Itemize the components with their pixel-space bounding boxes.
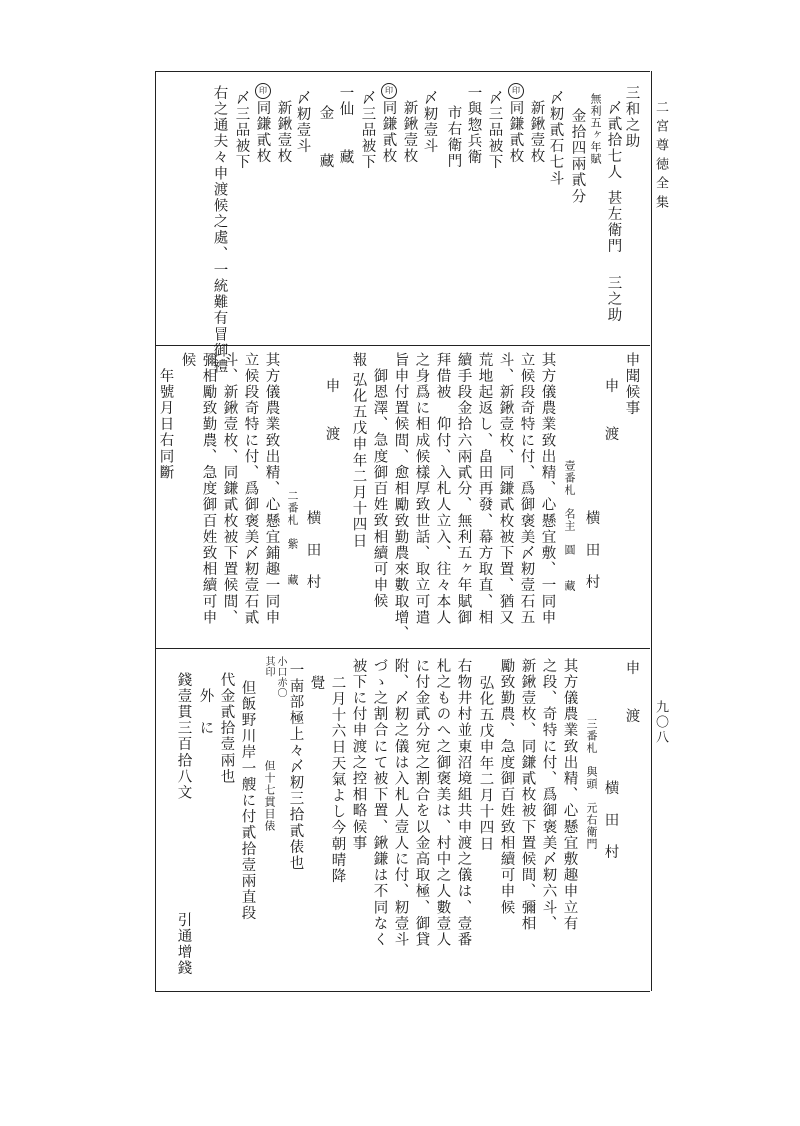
middle-col-17: 其方儀農業致出精、心懸宜鋪趣一同申	[263, 352, 280, 626]
lower-col-18: 但十七貫目俵	[263, 760, 276, 832]
lower-col-2b: 三番札 與頭 元右衛門	[585, 718, 598, 850]
lower-col-2a: 横 田 村	[602, 780, 619, 861]
upper-col-16: 金 藏	[317, 105, 334, 170]
lower-col-21: 外 に	[197, 688, 214, 737]
middle-col-9: 拜借被 仰付、入札人立入、往々本人	[434, 352, 451, 626]
middle-col-18: 立候段奇特に付、爲御褒美〆籾壹石貳	[242, 352, 259, 626]
middle-col-20: 彌相勵致勤農、急度御百姓致相續可申	[200, 352, 217, 626]
upper-col-9: 一與惣兵衛	[465, 85, 482, 166]
frame-bottom-rule	[155, 991, 650, 992]
lower-col-17a: 小口赤〇	[275, 656, 286, 698]
middle-col-14: 弘化五戊申年二月十四日	[350, 372, 367, 550]
lower-col-3: 其方儀農業致出精、心懸宜敷趣申立有	[561, 658, 578, 932]
lower-col-19: 但飯野川岸一艘に付貳拾壹兩直段	[239, 680, 256, 922]
page-number: 九〇八	[653, 700, 668, 745]
lower-col-1: 申 渡	[623, 660, 640, 725]
middle-col-3a: 横 田 村	[583, 510, 600, 591]
lower-col-11: 附、〆籾之儀は入札人壹人に付、籾壹斗	[392, 658, 409, 948]
upper-col-1: 三和之助	[623, 85, 640, 150]
upper-col-6: 新鍬壹枚	[528, 100, 545, 165]
upper-col-10: 市右衛門	[445, 105, 462, 170]
lower-col-10: に付金貳分宛之割合を以金高取極、御貸	[413, 658, 430, 948]
frame-top-rule	[155, 71, 650, 72]
upper-col-2b: 甚左衛門	[605, 190, 622, 255]
middle-col-8: 續手段金拾六兩貳分、無利五ヶ年賦御	[455, 352, 472, 626]
upper-col-7: 同鎌貳枚	[507, 100, 524, 165]
lower-col-9: 札之ものへ之御褒美は、村中之人數壹人	[434, 658, 451, 948]
seal-mark-3: 印	[255, 83, 271, 99]
lower-col-15: 覺	[308, 675, 325, 692]
upper-col-4: 金拾四兩貳分	[569, 108, 586, 205]
lower-col-22a: 錢壹貫三百拾八文	[175, 672, 192, 801]
middle-col-5: 立候段奇特に付、爲御褒美〆籾壹石五	[518, 352, 535, 626]
lower-col-16: 一南部極上々〆籾三拾貳俵也	[287, 662, 304, 872]
middle-col-3b: 壹番札 名主 圓 藏	[563, 460, 576, 592]
middle-col-6: 斗、新鍬壹枚、同鎌貳枚被下置、猶又	[497, 352, 514, 626]
lower-col-20: 代金貳拾壹兩也	[218, 672, 235, 785]
section-rule-middle	[155, 648, 650, 649]
middle-col-10: 之身爲に相成候樣厚致世話、取立可遣	[413, 352, 430, 626]
upper-col-13: 同鎌貳枚	[380, 100, 397, 165]
lower-col-7: 弘化五戊申年二月十四日	[477, 675, 494, 853]
middle-col-16a: 横 田 村	[304, 510, 321, 591]
upper-col-2c: 三之助	[605, 275, 622, 324]
upper-col-2a: 〆貳拾七人	[605, 100, 622, 181]
middle-col-4: 其方儀農業致出精、心懸宜敷、一同申	[539, 352, 556, 626]
seal-mark-1: 印	[508, 83, 524, 99]
middle-col-12: 御恩澤、急度御百姓致相續可申候	[371, 368, 388, 610]
lower-col-14: 二月十六日天氣よし今朝晴降	[329, 675, 346, 885]
upper-col-19: 同鎌貳枚	[254, 100, 271, 165]
seal-mark-2: 印	[381, 83, 397, 99]
middle-col-16b: 二番札 紫 藏	[286, 490, 299, 586]
upper-col-11: 〆籾壹斗	[421, 90, 438, 155]
upper-col-20: 〆三品被下	[233, 90, 250, 171]
upper-col-17: 〆籾壹斗	[294, 90, 311, 155]
lower-col-4: 之段、奇特に付、爲御褒美〆籾六斗、	[540, 658, 557, 932]
middle-col-1: 申聞候事	[623, 352, 640, 417]
upper-col-14: 〆三品被下	[359, 90, 376, 171]
upper-col-21: 右之通夫々申渡候之處、一統難有冒御禮	[211, 85, 228, 375]
lower-col-13: 被下に付申渡之控相略候事	[350, 658, 367, 852]
lower-col-8: 右物井村並東沼境組共申渡之儀は、壹番	[455, 658, 472, 948]
middle-col-22: 年號月日右同斷	[157, 368, 174, 481]
middle-col-11: 旨申付置候間、愈相勵致勤農來數取增、	[392, 352, 409, 642]
middle-col-21: 候	[179, 352, 196, 369]
middle-col-19: 斗、新鍬壹枚、同鎌貳枚被下置候間、	[221, 352, 238, 626]
lower-col-12: づゝ之割合にて被下置、鍬鎌は不同なく	[371, 658, 388, 948]
lower-col-6: 勵致勤農、急度御百姓致相續可申候	[498, 658, 515, 916]
upper-col-3: 無利五ヶ年賦	[589, 93, 602, 165]
section-rule-upper	[155, 345, 650, 346]
lower-col-5: 新鍬壹枚、同鎌貳枚被下置候間、彌相	[519, 658, 536, 932]
book-title: 二宮尊徳全集	[653, 100, 668, 214]
middle-col-7: 荒地起返し、畠田再發、幕方取直、相	[476, 352, 493, 626]
lower-col-22b: 引通增錢	[175, 912, 192, 977]
middle-col-15: 申 渡	[323, 378, 340, 443]
upper-col-15: 一仙 藏	[337, 85, 354, 166]
upper-col-8: 〆三品被下	[486, 90, 503, 171]
middle-col-13: 報	[350, 352, 367, 369]
lower-col-17b: 其印	[263, 656, 274, 677]
upper-col-18: 新鍬壹枚	[275, 100, 292, 165]
middle-col-2: 申 渡	[602, 378, 619, 443]
upper-col-12: 新鍬壹枚	[401, 100, 418, 165]
upper-col-5: 〆籾貳石七斗	[547, 90, 564, 187]
